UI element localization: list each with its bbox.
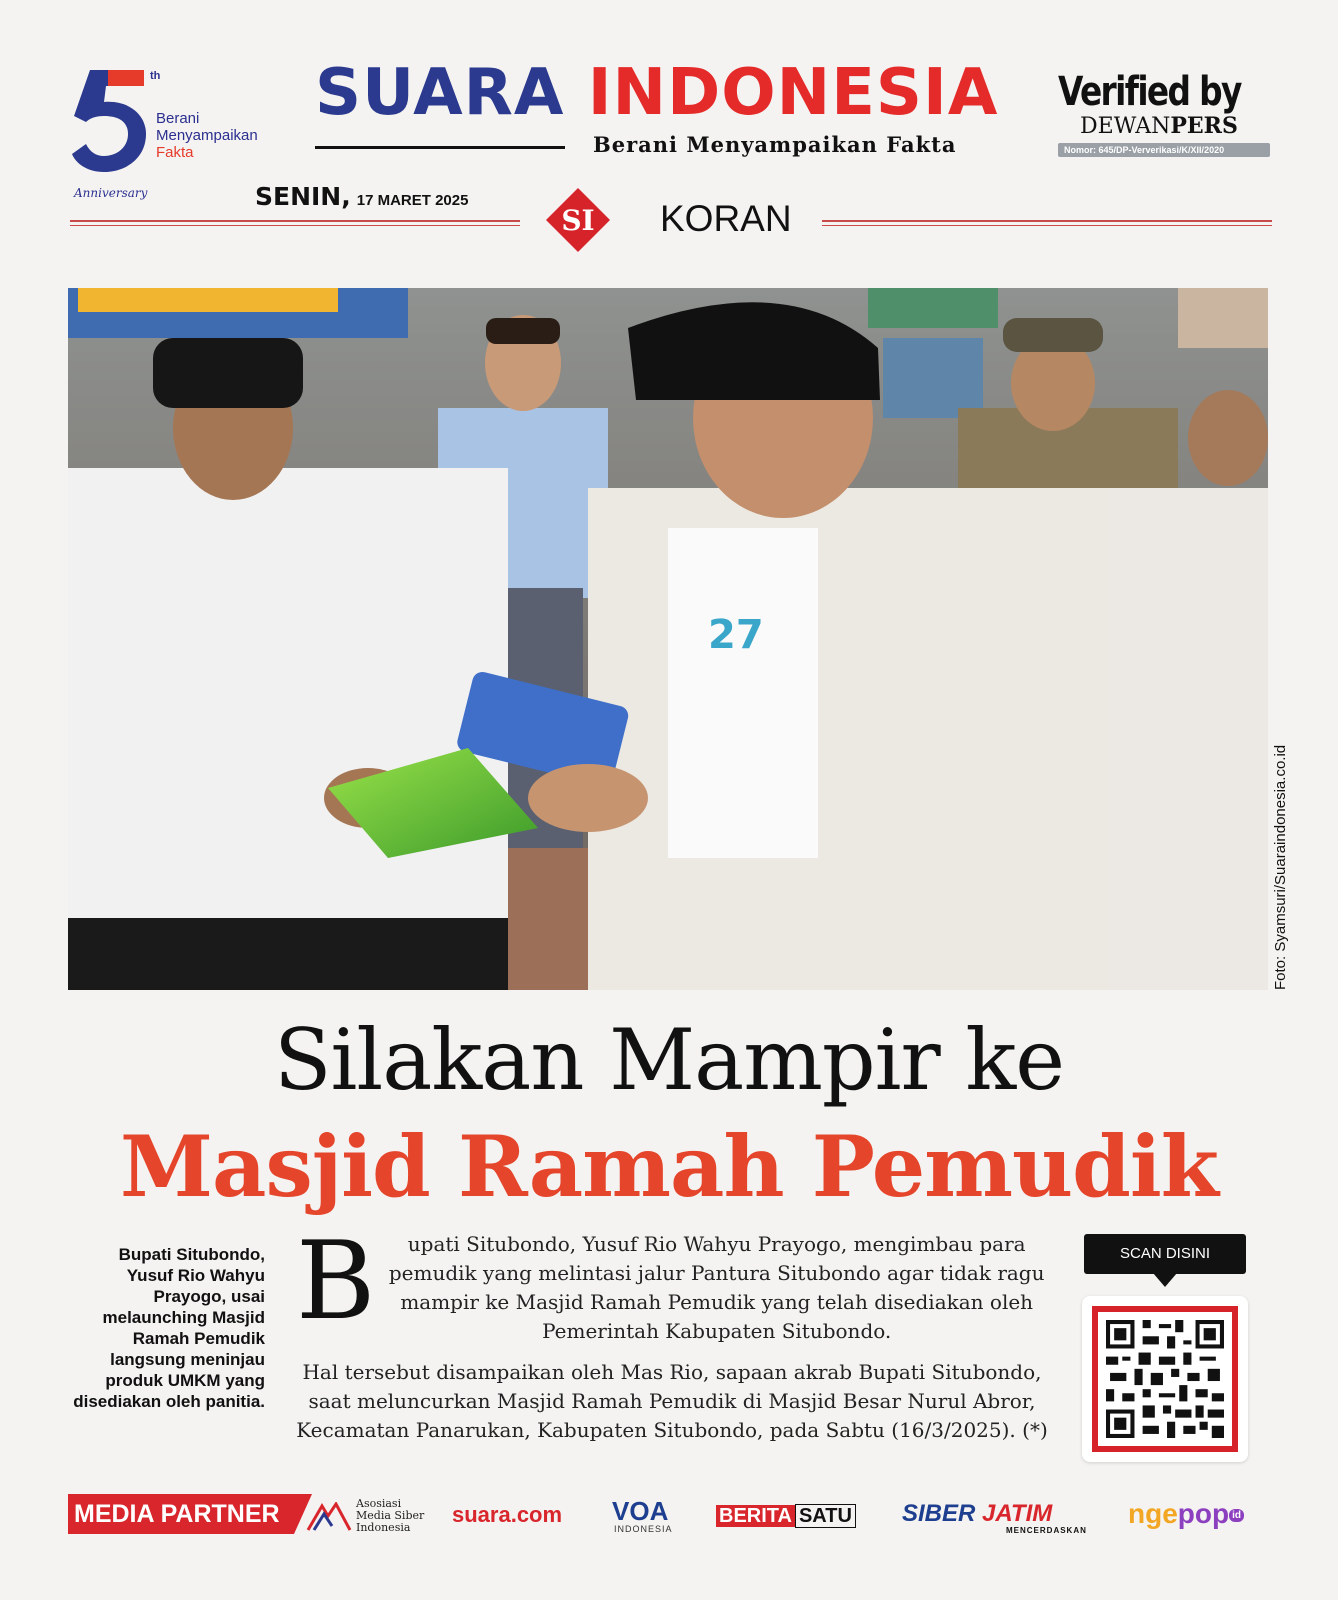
verified-badge [1058,70,1270,157]
partner-amsi-line3: Indonesia [356,1521,411,1534]
article-paragraph-2: Hal tersebut disampaikan oleh Mas Rio, sapaan akrab Bupati Situbondo, saat meluncurkan Masjid Ramah Pemudik di Masjid Besar Nurul Abror, Kecamatan Panarukan, Kabupaten Situbondo, pada Sabtu (16/3/2025). (*) [296,1360,1048,1442]
media-partner-label: MEDIA PARTNER [68,1494,294,1534]
qr-scan-label: SCAN DISINI [1084,1234,1246,1274]
article-body [296,1219,1048,1445]
partner-siber-2: JATIM [982,1500,1053,1527]
partner-ngepop-1: nge [1128,1498,1178,1529]
masthead-title-indonesia: INDONESIA [587,56,999,130]
partner-amsi[interactable] [356,1498,424,1534]
dateline-date: 17 MARET 2025 [356,192,469,209]
partner-ngepop-3: id [1229,1509,1244,1522]
partner-berita-2: SATU [795,1504,856,1528]
anniversary-suffix: th [150,70,161,82]
verified-title: Verified by [1058,69,1241,115]
partner-ngepop[interactable] [1128,1498,1244,1530]
anniversary-line3: Fakta [156,144,194,161]
section-badge [546,188,610,252]
partner-siber-1: SIBER [902,1500,976,1527]
partner-amsi-line2: Media Siber [356,1509,425,1522]
verified-dewan: DEWAN [1080,114,1171,139]
dateline-day: SENIN, [255,182,351,211]
section-name: KORAN [660,198,792,239]
masthead-title [315,58,998,128]
masthead-slogan: Berani Menyampaikan Fakta [593,132,957,157]
verified-dewanpers [1080,114,1270,139]
partner-beritasatu[interactable] [716,1502,856,1530]
partner-amsi-line1: Asosiasi [356,1497,402,1510]
anniversary-tagline [156,110,258,161]
anniversary-five-mark [70,66,150,176]
partner-berita-1: BERITA [716,1505,795,1527]
masthead-divider [315,146,565,149]
section-badge-text: SI [561,204,595,237]
svg-text:27: 27 [708,612,764,658]
anniversary-line1: Berani [156,110,200,127]
anniversary-script: Anniversary [74,186,148,200]
verified-pers: PERS [1170,113,1238,139]
article-paragraph-1: upati Situbondo, Yusuf Rio Wahyu Prayogo, mengimbau para pemudik yang melintasi jalur Pantura Situbondo agar tidak ragu mampir ke Masjid Ramah Pemudik yang telah disediakan oleh Pemerintah Kabupaten Situbondo. [388,1232,1045,1343]
partner-ngepop-2: pop [1177,1498,1230,1529]
qr-code-frame [1092,1306,1238,1452]
partner-suara[interactable]: suara.com [452,1502,563,1527]
photo-credit: Foto: Syamsuri/Suaraindonesia.co.id [1272,744,1289,990]
anniversary-line2: Menyampaikan [156,127,258,144]
photo-caption: Bupati Situbondo, Yusuf Rio Wahyu Prayogo, usai melaunching Masjid Ramah Pemudik langsung meninjau produk UMKM yang disediakan oleh panitia. [73,1245,265,1411]
verified-number: Nomor: 645/DP-Ververikasi/K/XII/2020 [1058,143,1270,157]
partner-siberjatim[interactable] [902,1500,1052,1528]
masthead-title-suara: SUARA [315,56,565,130]
section-rule-left [70,220,520,226]
partner-siber-sub: MENCERDASKAN [1006,1526,1087,1535]
qr-code-pattern [1098,1312,1232,1446]
main-photo [68,288,1268,990]
qr-pointer [1153,1273,1177,1287]
dateline [255,182,468,211]
amsi-logo-icon [306,1502,352,1532]
partner-voa[interactable]: VOA [612,1496,669,1526]
main-photo-illustration [68,288,1268,990]
partner-voa-sub: INDONESIA [614,1524,673,1534]
headline-line2: Masjid Ramah Pemudik [120,1117,1218,1216]
masthead [315,56,1025,157]
section-rule-right [822,220,1272,226]
qr-code[interactable] [1082,1296,1248,1462]
headline-line1: Silakan Mampir ke [274,1011,1064,1109]
article-dropcap: B [296,1219,376,1344]
